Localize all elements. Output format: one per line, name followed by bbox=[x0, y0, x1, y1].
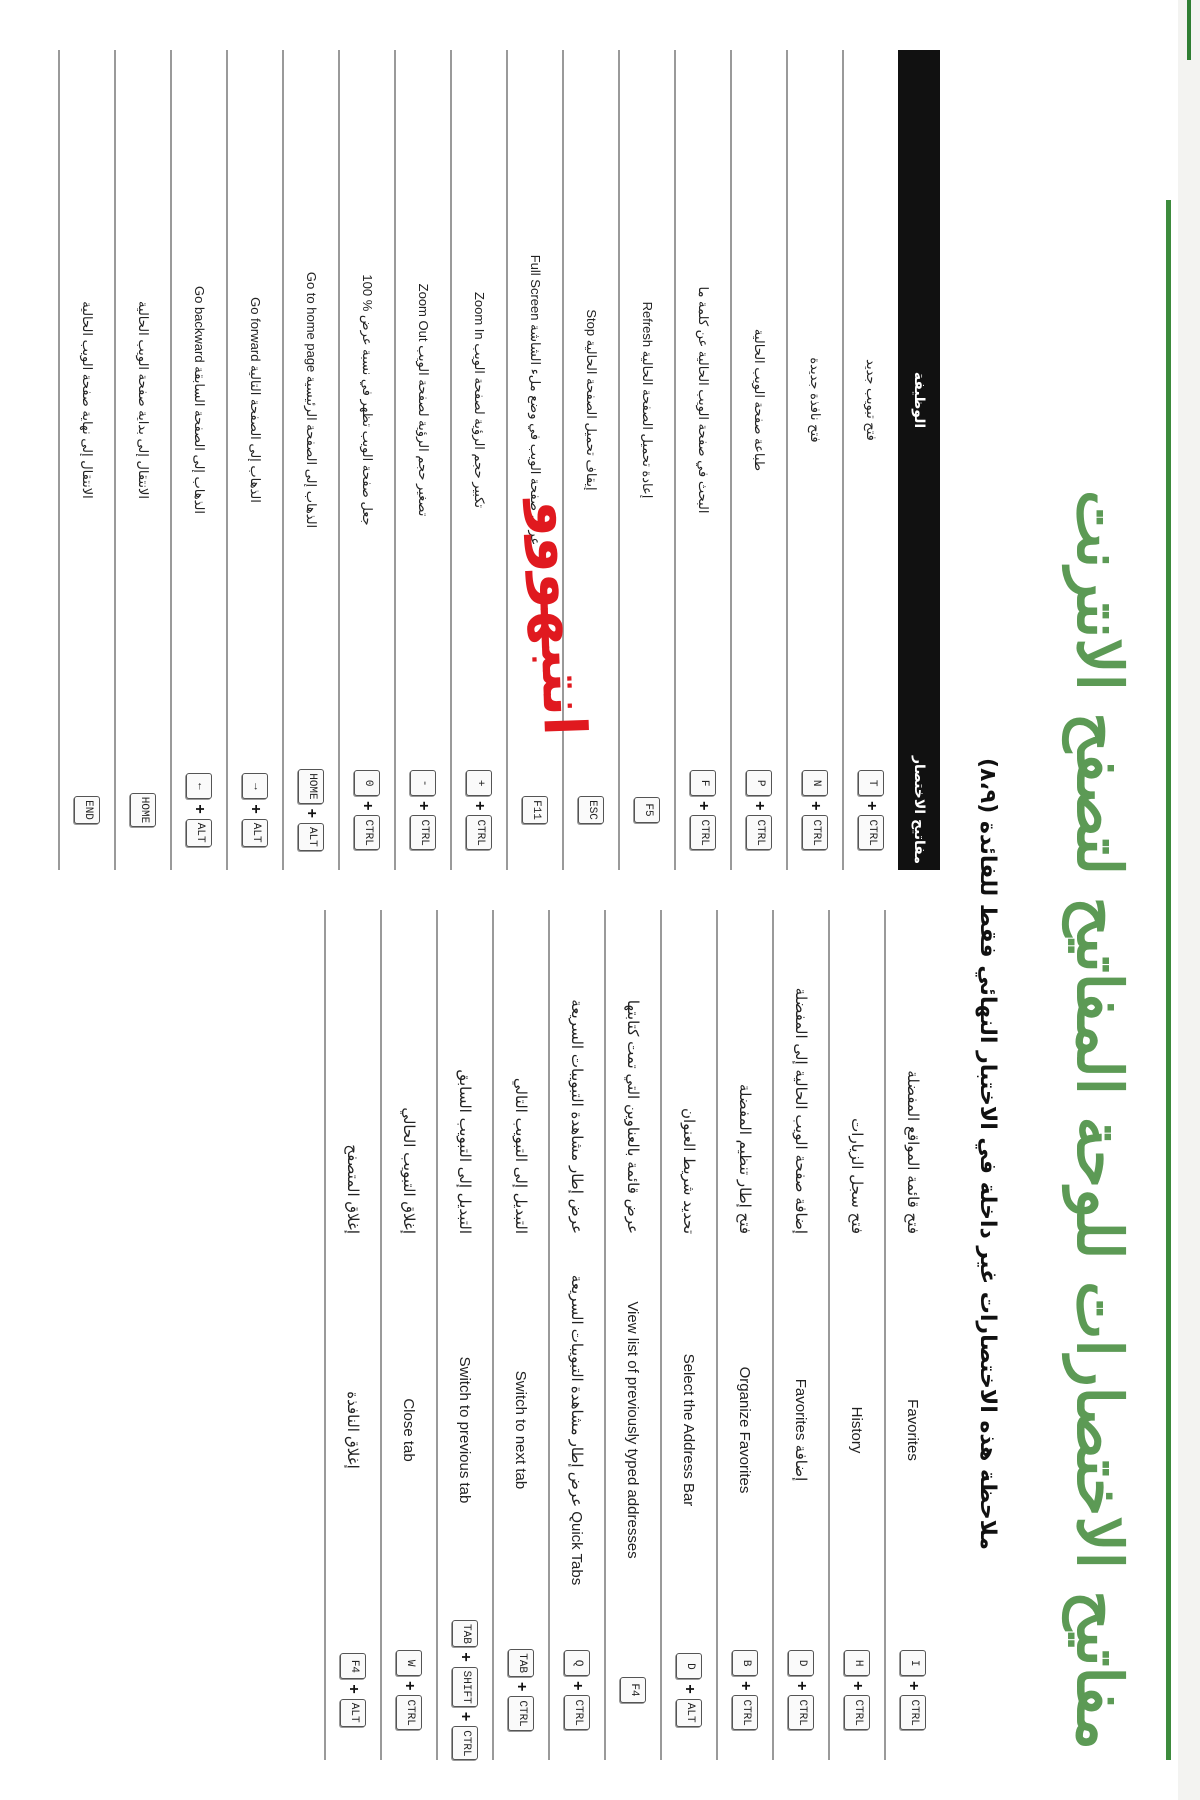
table-row bbox=[730, 50, 786, 870]
shortcut-description: Zoom In تكبير حجم الرؤية لصفحة الويب bbox=[472, 291, 487, 509]
shortcut-keys bbox=[298, 750, 324, 870]
keycap: D bbox=[676, 1653, 702, 1679]
table-header bbox=[898, 50, 940, 870]
table-row bbox=[548, 910, 604, 1760]
page-title: مفاتيح الاختصارات للوحة المفاتيح لتصفح الانترنت bbox=[1063, 489, 1136, 1750]
keycap: CTRL bbox=[508, 1696, 534, 1730]
shortcut-description: البحث في صفحة الويب الحالية عن كلمة ما bbox=[696, 286, 711, 514]
shortcut-description-arabic: التبديل إلى التبويب السابق bbox=[456, 1069, 474, 1234]
keycap: ALT bbox=[242, 819, 268, 847]
shortcut-description-arabic: تحديد شريط العنوان bbox=[680, 1107, 698, 1234]
keycap: ALT bbox=[186, 819, 212, 847]
table-row bbox=[58, 50, 114, 870]
table-row bbox=[492, 910, 548, 1760]
keycap: Q bbox=[564, 1650, 590, 1676]
keycap: I bbox=[900, 1650, 926, 1676]
keycap: CTRL bbox=[844, 1695, 870, 1729]
shortcut-description: Close tab bbox=[400, 1398, 418, 1462]
shortcut-keys bbox=[340, 1620, 366, 1760]
shortcut-keys bbox=[746, 750, 772, 870]
plus-sign: + bbox=[457, 1711, 474, 1722]
keycap: F11 bbox=[522, 796, 548, 824]
main-shortcuts-table bbox=[324, 910, 940, 1760]
keycap: ← bbox=[186, 773, 212, 799]
shortcut-description: Zoom Out تصغير حجم الرؤية لصفحة الويب bbox=[416, 283, 431, 517]
page-edge-accent bbox=[1187, 0, 1191, 60]
shortcut-keys bbox=[788, 1620, 814, 1760]
table-row bbox=[562, 50, 618, 870]
shortcut-description: فتح تبويب جديد bbox=[864, 359, 879, 441]
keycap: F4 bbox=[620, 1677, 646, 1703]
keycap: H bbox=[844, 1650, 870, 1676]
shortcut-keys bbox=[802, 750, 828, 870]
shortcut-description-arabic: عرض قائمة بالعناوين التي تمت كتابتها bbox=[624, 999, 642, 1234]
shortcut-keys bbox=[620, 1620, 646, 1760]
shortcut-keys bbox=[410, 750, 436, 870]
shortcut-description: Refresh إعادة تحميل الصفحة الحالية bbox=[640, 301, 655, 499]
shortcut-keys bbox=[844, 1620, 870, 1760]
plus-sign: + bbox=[191, 804, 208, 814]
keycap: ALT bbox=[676, 1699, 702, 1727]
plus-sign: + bbox=[345, 1684, 362, 1694]
table-row bbox=[716, 910, 772, 1760]
shortcut-keys bbox=[732, 1620, 758, 1760]
shortcut-description: Favorites إضافة bbox=[792, 1378, 809, 1482]
keycap: N bbox=[802, 770, 828, 796]
page-edge bbox=[1178, 0, 1200, 1800]
shortcut-description: Full Screen عرض صفحة الويب في وضع ملء الشاشة bbox=[528, 254, 543, 546]
shortcut-description-arabic: فتح سجل الزيارات bbox=[848, 1118, 866, 1234]
plus-sign: + bbox=[471, 801, 488, 811]
secondary-shortcuts-table bbox=[58, 50, 940, 870]
shortcut-description: Switch to next tab bbox=[512, 1370, 530, 1490]
table-row bbox=[828, 910, 884, 1760]
table-row bbox=[282, 50, 338, 870]
plus-sign: + bbox=[247, 804, 264, 814]
keycap: T bbox=[858, 770, 884, 796]
keycap: TAB bbox=[508, 1649, 534, 1677]
shortcut-keys bbox=[74, 750, 100, 870]
plus-sign: + bbox=[751, 801, 768, 811]
keycap: CTRL bbox=[564, 1695, 590, 1729]
shortcut-description-arabic: التبديل إلى التبويب التالي bbox=[512, 1077, 530, 1234]
keycap: 0 bbox=[354, 770, 380, 796]
keycap: CTRL bbox=[858, 815, 884, 849]
keycap: ALT bbox=[340, 1699, 366, 1727]
shortcut-keys bbox=[578, 750, 604, 870]
shortcut-description-arabic: فتح قائمة المواقع المفضلة bbox=[904, 1070, 922, 1234]
shortcut-keys bbox=[186, 750, 212, 870]
keycap: F bbox=[690, 770, 716, 796]
keycap: P bbox=[746, 770, 772, 796]
shortcut-description: History bbox=[848, 1406, 866, 1454]
table-row bbox=[604, 910, 660, 1760]
shortcut-description: Favorites bbox=[904, 1399, 922, 1461]
plus-sign: + bbox=[401, 1681, 418, 1691]
plus-sign: + bbox=[863, 801, 880, 811]
shortcut-description: 100 % جعل صفحة الويب تظهر في نسبة عرض bbox=[360, 274, 375, 526]
page-edge-green-rule bbox=[1166, 200, 1171, 1760]
keycap: HOME bbox=[130, 793, 156, 827]
plus-sign: + bbox=[793, 1681, 810, 1691]
shortcut-description-arabic: فتح إطار تنظيم المفضلة bbox=[736, 1083, 754, 1234]
plus-sign: + bbox=[303, 808, 320, 818]
keycap: CTRL bbox=[410, 815, 436, 849]
keycap: CTRL bbox=[802, 815, 828, 849]
shortcut-description: فتح نافذة جديدة bbox=[808, 357, 823, 443]
table-row bbox=[618, 50, 674, 870]
plus-sign: + bbox=[807, 801, 824, 811]
plus-sign: + bbox=[695, 801, 712, 811]
table-row bbox=[786, 50, 842, 870]
keycap: CTRL bbox=[396, 1695, 422, 1729]
shortcut-description: Organize Favorites bbox=[736, 1366, 754, 1494]
keycap: D bbox=[788, 1650, 814, 1676]
shortcut-keys bbox=[396, 1620, 422, 1760]
keycap: CTRL bbox=[746, 815, 772, 849]
shortcut-keys bbox=[564, 1620, 590, 1760]
shortcut-keys bbox=[466, 750, 492, 870]
keycap: CTRL bbox=[452, 1726, 478, 1760]
shortcut-description: طباعة صفحة الويب الحالية bbox=[752, 328, 767, 472]
keycap: F5 bbox=[634, 797, 660, 823]
table-row bbox=[884, 910, 940, 1760]
shortcut-description: إغلاق النافذة bbox=[344, 1391, 361, 1469]
plus-sign: + bbox=[737, 1681, 754, 1691]
shortcut-description: Go backward الذهاب إلى الصفحة السابقة bbox=[192, 286, 207, 514]
shortcut-keys bbox=[900, 1620, 926, 1760]
keycap: + bbox=[466, 770, 492, 796]
plus-sign: + bbox=[681, 1684, 698, 1694]
shortcut-description-arabic: إغلاق المتصفح bbox=[344, 1144, 362, 1234]
keycap: CTRL bbox=[900, 1695, 926, 1729]
shortcut-description: الانتقال إلى بداية صفحة الويب الحالية bbox=[136, 300, 151, 500]
keycap: CTRL bbox=[354, 815, 380, 849]
plus-sign: + bbox=[415, 801, 432, 811]
keycap: → bbox=[242, 773, 268, 799]
plus-sign: + bbox=[569, 1681, 586, 1691]
plus-sign: + bbox=[905, 1681, 922, 1691]
shortcut-description: Select the Address Bar bbox=[680, 1353, 698, 1507]
keycap: - bbox=[410, 770, 436, 796]
keycap: TAB bbox=[452, 1620, 478, 1647]
header-function: الوظيفة bbox=[911, 371, 927, 429]
plus-sign: + bbox=[457, 1652, 474, 1662]
table-row bbox=[674, 50, 730, 870]
table-row bbox=[772, 910, 828, 1760]
keycap: ALT bbox=[298, 823, 324, 851]
shortcut-keys bbox=[242, 750, 268, 870]
shortcut-keys bbox=[690, 750, 716, 870]
shortcut-keys bbox=[676, 1620, 702, 1760]
table-row bbox=[842, 50, 898, 870]
keycap: SHIFT bbox=[452, 1667, 478, 1707]
shortcut-description: Stop إيقاف تحميل الصفحة الحالية bbox=[584, 309, 599, 491]
table-row bbox=[338, 50, 394, 870]
table-row bbox=[114, 50, 170, 870]
plus-sign: + bbox=[359, 801, 376, 811]
shortcut-keys bbox=[522, 750, 548, 870]
keycap: CTRL bbox=[690, 815, 716, 849]
keycap: ESC bbox=[578, 796, 604, 824]
plus-sign: + bbox=[849, 1681, 866, 1691]
shortcut-description: View list of previously typed addresses bbox=[624, 1301, 642, 1559]
shortcut-keys bbox=[634, 750, 660, 870]
keycap: HOME bbox=[298, 769, 324, 803]
document-sheet bbox=[45, 30, 1155, 1770]
watermark-text: انتبهووو bbox=[522, 498, 600, 737]
table-row bbox=[450, 50, 506, 870]
shortcut-keys bbox=[858, 750, 884, 870]
shortcut-keys bbox=[354, 750, 380, 870]
shortcut-description: Go to home page الذهاب إلى الصفحة الرئيسية bbox=[304, 271, 319, 529]
table-row bbox=[506, 50, 562, 870]
keycap: CTRL bbox=[466, 815, 492, 849]
table-row bbox=[660, 910, 716, 1760]
shortcut-description-arabic: إضافة صفحة الويب الحالية إلى المفضلة bbox=[792, 987, 810, 1234]
keycap: W bbox=[396, 1650, 422, 1676]
table-row bbox=[324, 910, 380, 1760]
shortcut-description: الانتقال إلى نهاية صفحة الويب الحالية bbox=[80, 301, 95, 499]
shortcut-description-arabic: إغلاق التبويب الحالي bbox=[400, 1107, 418, 1234]
shortcut-description: Switch to previous tab bbox=[456, 1356, 474, 1504]
shortcut-description: عرض إطار مشاهدة التبويبات السريعة Quick Tabs bbox=[568, 1274, 585, 1586]
keycap: CTRL bbox=[788, 1695, 814, 1729]
header-keys: مفاتيح الاختصار bbox=[911, 755, 927, 865]
shortcut-keys bbox=[508, 1620, 534, 1760]
keycap: F4 bbox=[340, 1653, 366, 1679]
shortcut-description-arabic: عرض إطار مشاهدة التبويبات السريعة bbox=[568, 999, 586, 1234]
plus-sign: + bbox=[513, 1682, 530, 1692]
shortcut-keys bbox=[130, 750, 156, 870]
keycap: CTRL bbox=[732, 1695, 758, 1729]
shortcut-description: Go forward الذهاب إلى الصفحة التالية bbox=[248, 297, 263, 503]
table-row bbox=[380, 910, 436, 1760]
table-row bbox=[436, 910, 492, 1760]
page-subtitle: ملاحظة هذه الاختصارات غير داخلة في الاختبار النهائي فقط للفائدة (٨،٩) bbox=[975, 757, 1000, 1550]
table-row bbox=[226, 50, 282, 870]
shortcut-keys bbox=[452, 1620, 478, 1760]
keycap: END bbox=[74, 796, 100, 824]
keycap: B bbox=[732, 1650, 758, 1676]
table-row bbox=[394, 50, 450, 870]
table-row bbox=[170, 50, 226, 870]
